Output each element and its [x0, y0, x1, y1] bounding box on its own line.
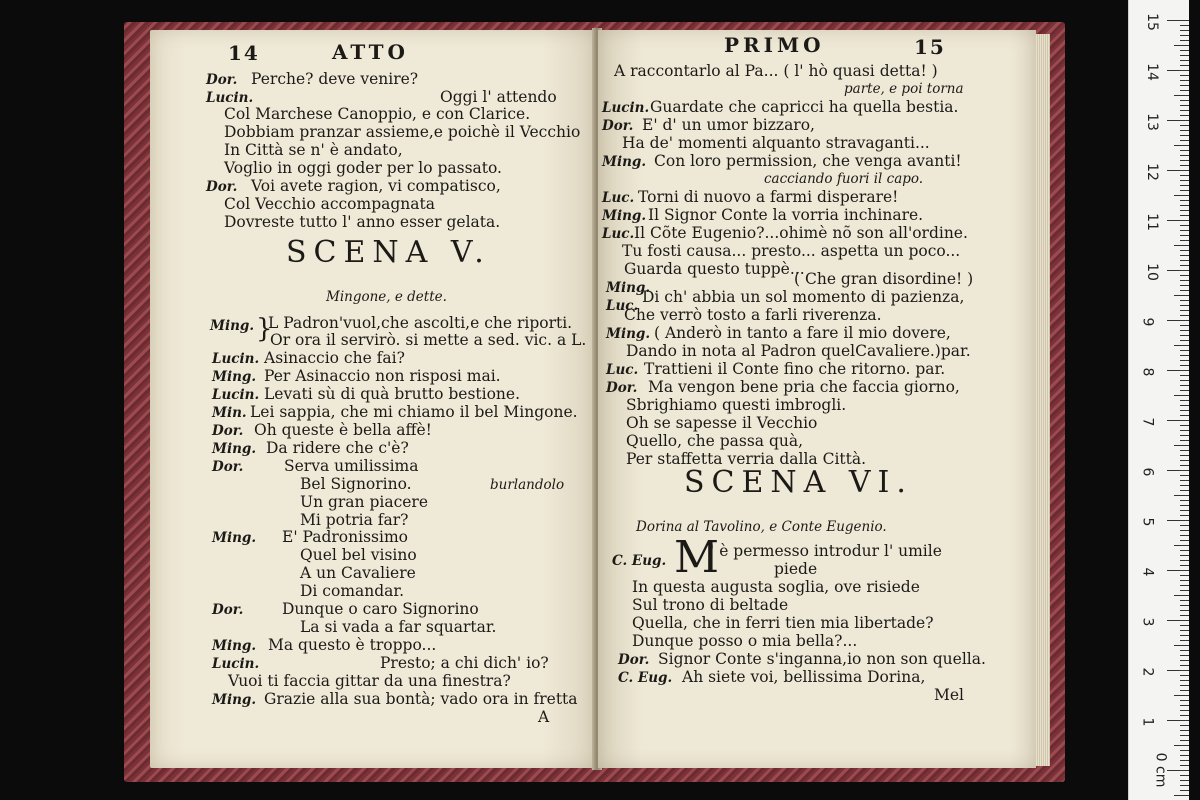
ruler-tick [1180, 710, 1189, 711]
running-title: PRIMO [724, 33, 825, 57]
ruler-tick [1180, 610, 1189, 611]
ruler-label: 5 [1139, 517, 1156, 527]
ruler-tick [1180, 110, 1189, 111]
ruler-tick [1180, 740, 1189, 741]
ruler-tick [1180, 290, 1189, 291]
ruler-tick [1180, 755, 1189, 756]
ruler-tick [1180, 315, 1189, 316]
ruler-tick [1180, 330, 1189, 331]
ruler-tick [1180, 400, 1189, 401]
ruler-tick [1180, 380, 1189, 381]
ruler-tick [1167, 170, 1189, 171]
verse-line: Oh queste è bella affè! [254, 421, 432, 439]
ruler-tick [1180, 210, 1189, 211]
ruler-tick [1180, 180, 1189, 181]
ruler-tick [1167, 220, 1189, 221]
speaker: C. Eug. [612, 553, 667, 569]
ruler-tick [1180, 505, 1189, 506]
verse-line: Presto; a chi dich' io? [380, 654, 549, 672]
verse-line: Quello, che passa quà, [626, 432, 804, 450]
ruler-tick [1180, 560, 1189, 561]
ruler-tick [1180, 190, 1189, 191]
ruler-tick [1180, 555, 1189, 556]
ruler-tick [1180, 525, 1189, 526]
verse-line: Torni di nuovo a farmi disperare! [638, 188, 899, 206]
ruler-tick [1180, 540, 1189, 541]
page-number: 14 [228, 41, 260, 65]
catchword: A [538, 708, 550, 726]
verse-line: Ma vengon bene pria che faccia giorno, [648, 378, 960, 396]
verse-line: A un Cavaliere [300, 564, 416, 582]
ruler-tick [1180, 675, 1189, 676]
ruler-tick [1174, 295, 1189, 296]
ruler-tick [1180, 700, 1189, 701]
speaker: Ming. [606, 326, 651, 342]
ruler-tick [1180, 765, 1189, 766]
ruler-tick [1167, 70, 1189, 71]
ruler-tick [1180, 685, 1189, 686]
ruler-tick [1180, 455, 1189, 456]
ruler-tick [1180, 680, 1189, 681]
speaker: Dor. [206, 72, 238, 88]
scene-persons: Mingone, e dette. [326, 289, 447, 305]
verse-line: Voglio in oggi goder per lo passato. [224, 159, 502, 177]
ruler-tick [1167, 720, 1189, 721]
verse-line: ' è permesso introdur l' umile [710, 542, 942, 560]
ruler-label: 0 cm [1152, 752, 1169, 788]
verse-line: Ha de' momenti alquanto stravaganti... [622, 134, 930, 152]
ruler-tick [1180, 390, 1189, 391]
ruler-tick [1180, 500, 1189, 501]
ruler-tick [1180, 615, 1189, 616]
speaker: Ming. [602, 154, 647, 170]
ruler-tick [1180, 265, 1189, 266]
ruler-label: 14 [1143, 63, 1160, 81]
ruler-tick [1180, 125, 1189, 126]
ruler-label: 11 [1143, 213, 1160, 231]
speaker: Luc. [602, 226, 635, 242]
ruler-tick [1180, 735, 1189, 736]
ruler-tick [1174, 645, 1189, 646]
ruler-tick [1180, 475, 1189, 476]
ruler-tick [1180, 440, 1189, 441]
ruler-tick [1180, 175, 1189, 176]
ruler-tick [1180, 230, 1189, 231]
verse-line: Il Signor Conte la vorria inchinare. [648, 206, 924, 224]
ruler-label: 8 [1139, 367, 1156, 377]
ruler-tick [1180, 260, 1189, 261]
verse-line: Vuoi ti faccia gittar da una finestra? [228, 672, 511, 690]
verse-line: Di ch' abbia un sol momento di pazienza, [642, 288, 965, 306]
verse-line: Grazie alla sua bontà; vado ora in fretta [264, 690, 578, 708]
ruler-label: 7 [1139, 417, 1156, 427]
ruler-tick [1180, 450, 1189, 451]
speaker: Ming. [212, 638, 257, 654]
ruler-tick [1180, 750, 1189, 751]
ruler-tick [1180, 100, 1189, 101]
ruler-label: 9 [1139, 317, 1156, 327]
ruler-tick [1180, 30, 1189, 31]
verse-line: ( Che gran disordine! ) [794, 270, 974, 288]
drop-cap: M [674, 532, 720, 583]
ruler-tick [1180, 80, 1189, 81]
ruler-tick [1167, 470, 1189, 471]
verse-line: In questa augusta soglia, ove risiede [632, 578, 920, 596]
verse-line: Con loro permission, che venga avanti! [654, 152, 962, 170]
verse-line: Col Vecchio accompagnata [224, 195, 435, 213]
verse-line: piede [774, 560, 818, 578]
ruler-tick [1180, 65, 1189, 66]
ruler-tick [1180, 200, 1189, 201]
ruler-label: 10 [1143, 263, 1160, 281]
ruler-tick [1180, 760, 1189, 761]
speaker: Ming. [212, 369, 257, 385]
ruler-tick [1174, 45, 1189, 46]
ruler-tick [1180, 600, 1189, 601]
ruler-tick [1180, 430, 1189, 431]
ruler-tick [1180, 635, 1189, 636]
ruler-tick [1167, 770, 1189, 771]
ruler-tick [1180, 460, 1189, 461]
ruler-tick [1180, 535, 1189, 536]
speaker: Ming. [212, 692, 257, 708]
ruler-tick [1167, 620, 1189, 621]
verse-line: Col Marchese Canoppio, e con Clarice. [224, 105, 531, 123]
verse-line: Perche? deve venire? [251, 70, 419, 88]
ruler-tick [1180, 255, 1189, 256]
verse-line: Ah siete voi, bellissima Dorina, [682, 668, 926, 686]
ruler-tick [1180, 85, 1189, 86]
speaker: Lucin. [206, 90, 254, 106]
verse-line: Asinaccio che fai? [264, 349, 405, 367]
ruler-tick [1180, 165, 1189, 166]
speaker: Luc. [606, 298, 639, 314]
speaker: Dor. [212, 459, 244, 475]
scene-title: SCENA V. [286, 235, 491, 270]
ruler-tick [1180, 310, 1189, 311]
ruler-tick [1167, 520, 1189, 521]
ruler-tick [1180, 135, 1189, 136]
verse-line: Guarda questo tuppè... [624, 260, 805, 278]
ruler-tick [1180, 155, 1189, 156]
ruler-tick [1180, 775, 1189, 776]
ruler-tick [1180, 185, 1189, 186]
ruler-label: 2 [1139, 667, 1156, 677]
verse-line: Mi potria far? [300, 511, 409, 529]
ruler-tick [1180, 130, 1189, 131]
ruler-tick [1180, 40, 1189, 41]
ruler-tick [1167, 570, 1189, 571]
speaker: Ming. [606, 280, 651, 296]
ruler-tick [1180, 115, 1189, 116]
ruler-tick [1167, 420, 1189, 421]
right-page [598, 30, 1036, 768]
verse-line: Signor Conte s'inganna,io non son quella. [658, 650, 986, 668]
verse-line: La si vada a far squartar. [300, 618, 497, 636]
speaker: Dor. [606, 380, 638, 396]
verse-line: Quel bel visino [300, 546, 417, 564]
speaker: Dor. [212, 423, 244, 439]
verse-line: Dobbiam pranzar assieme,e poichè il Vecchio [224, 123, 581, 141]
ruler-tick [1180, 655, 1189, 656]
ruler-tick [1180, 575, 1189, 576]
ruler-tick [1180, 660, 1189, 661]
ruler-tick [1180, 785, 1189, 786]
verse-line: Dunque o caro Signorino [282, 600, 479, 618]
ruler-tick [1174, 345, 1189, 346]
verse-line: Tu fosti causa... presto... aspetta un poco... [622, 242, 961, 260]
ruler-tick [1180, 150, 1189, 151]
ruler-tick [1180, 780, 1189, 781]
ruler-tick [1180, 510, 1189, 511]
running-title: ATTO [332, 40, 409, 64]
speaker: Ming. [212, 441, 257, 457]
verse-line: Per staffetta verria dalla Città. [626, 450, 867, 468]
ruler-tick [1180, 275, 1189, 276]
ruler-tick [1180, 335, 1189, 336]
ruler-tick [1174, 245, 1189, 246]
ruler-tick [1180, 285, 1189, 286]
ruler-tick [1180, 235, 1189, 236]
ruler-tick [1180, 75, 1189, 76]
ruler-tick [1180, 280, 1189, 281]
ruler-tick [1180, 715, 1189, 716]
ruler-tick [1180, 25, 1189, 26]
ruler-label: 15 [1143, 13, 1160, 31]
verse-line: Oggi l' attendo [440, 88, 557, 106]
ruler-tick [1174, 395, 1189, 396]
ruler-tick [1180, 485, 1189, 486]
speaker: Lucin. [212, 387, 260, 403]
verse-line: Trattieni il Conte fino che ritorno. par. [644, 360, 946, 378]
ruler-tick [1180, 705, 1189, 706]
ruler-tick [1180, 580, 1189, 581]
verse-line: In Città se n' è andato, [224, 141, 403, 159]
verse-line: Sbrighiamo questi imbrogli. [626, 396, 847, 414]
ruler-tick [1180, 650, 1189, 651]
ruler-tick [1174, 145, 1189, 146]
stage-direction: burlandolo [490, 477, 565, 493]
ruler-tick [1180, 625, 1189, 626]
ruler-tick [1180, 425, 1189, 426]
ruler-tick [1180, 225, 1189, 226]
verse-line: Sul trono di beltade [632, 596, 789, 614]
ruler-tick [1180, 35, 1189, 36]
ruler-tick [1180, 415, 1189, 416]
ruler-tick [1167, 20, 1189, 21]
speaker: C. Eug. [618, 670, 673, 686]
stage-direction: parte, e poi torna [844, 81, 964, 97]
ruler-tick [1180, 350, 1189, 351]
ruler-label: 3 [1139, 617, 1156, 627]
ruler-tick [1180, 215, 1189, 216]
ruler-tick [1180, 305, 1189, 306]
verse-line: ( Anderò in tanto a fare il mio dovere, [654, 324, 951, 342]
scene-persons: Dorina al Tavolino, e Conte Eugenio. [636, 519, 887, 535]
ruler-tick [1180, 730, 1189, 731]
ruler-tick [1180, 515, 1189, 516]
verse-line: Oh se sapesse il Vecchio [626, 414, 818, 432]
ruler-tick [1180, 590, 1189, 591]
ruler-tick [1180, 160, 1189, 161]
stage-direction: cacciando fuori il capo. [764, 171, 924, 187]
verse-line: E' Padronissimo [282, 528, 408, 546]
page-number: 15 [914, 35, 946, 59]
verse-line: Dando in nota al Padron quelCavaliere.)par. [626, 342, 971, 360]
verse-line: Lei sappia, che mi chiamo il bel Mingone. [250, 403, 578, 421]
ruler-tick [1180, 50, 1189, 51]
verse-line: Levati sù di quà brutto bestione. [264, 385, 520, 403]
ruler-tick [1180, 405, 1189, 406]
speaker: Dor. [212, 602, 244, 618]
verse-line: L Padron'vuol,che ascolti,e che riporti. [268, 314, 573, 332]
ruler-tick [1174, 195, 1189, 196]
ruler-tick [1180, 250, 1189, 251]
verse-line: Dovreste tutto l' anno esser gelata. [224, 213, 501, 231]
ruler-tick [1180, 550, 1189, 551]
ruler-tick [1180, 410, 1189, 411]
ruler-tick [1174, 695, 1189, 696]
ruler-tick [1180, 490, 1189, 491]
ruler-tick [1180, 60, 1189, 61]
ruler-tick [1180, 530, 1189, 531]
verse-line: Ma questo è troppo... [268, 636, 437, 654]
ruler-tick [1180, 140, 1189, 141]
ruler-tick [1180, 365, 1189, 366]
ruler-tick [1180, 385, 1189, 386]
speaker: Dor. [206, 179, 238, 195]
ruler-tick [1180, 435, 1189, 436]
speaker: Luc. [602, 190, 635, 206]
ruler-label: 13 [1143, 113, 1160, 131]
ruler-tick [1180, 325, 1189, 326]
ruler-tick [1180, 480, 1189, 481]
ruler-tick [1180, 465, 1189, 466]
ruler-tick [1180, 240, 1189, 241]
ruler-tick [1180, 630, 1189, 631]
scene-title: SCENA VI. [684, 465, 913, 500]
ruler-tick [1180, 585, 1189, 586]
verse-line: Serva umilissima [284, 457, 419, 475]
verse-line: Quella, che in ferri tien mia libertade? [632, 614, 934, 632]
ruler-tick [1180, 565, 1189, 566]
ruler-tick [1167, 370, 1189, 371]
catchword: Mel [934, 686, 965, 704]
ruler-tick [1180, 690, 1189, 691]
verse-line: Bel Signorino. [300, 475, 412, 493]
ruler-label: 6 [1139, 467, 1156, 477]
ruler-tick [1174, 495, 1189, 496]
ruler-tick [1180, 55, 1189, 56]
left-page [150, 30, 596, 768]
speaker: Lucin. [212, 351, 260, 367]
ruler-label: 12 [1143, 163, 1160, 181]
verse-line: Un gran piacere [300, 493, 429, 511]
ruler-tick [1180, 105, 1189, 106]
verse-line: A raccontarlo al Pa... ( l' hò quasi detta! ) [614, 62, 938, 80]
verse-line: Per Asinaccio non risposi mai. [264, 367, 501, 385]
page-edges [1036, 34, 1050, 766]
verse-line: E' d' un umor bizzaro, [642, 116, 815, 134]
ruler-tick [1174, 545, 1189, 546]
measuring-ruler [1128, 0, 1189, 800]
speaker: Ming. [602, 208, 647, 224]
bracket: } [256, 314, 273, 344]
ruler-tick [1167, 120, 1189, 121]
ruler-label: 1 [1139, 717, 1156, 727]
ruler-tick [1174, 95, 1189, 96]
ruler-tick [1174, 445, 1189, 446]
verse-line: Dunque posso o mia bella?... [632, 632, 858, 650]
ruler-tick [1180, 360, 1189, 361]
ruler-tick [1174, 595, 1189, 596]
ruler-tick [1167, 320, 1189, 321]
speaker: Min. [212, 405, 247, 421]
ruler-tick [1174, 745, 1189, 746]
ruler-tick [1180, 340, 1189, 341]
verse-line: Voi avete ragion, vi compatisco, [251, 177, 501, 195]
ruler-tick [1180, 725, 1189, 726]
verse-line: Guardate che capricci ha quella bestia. [650, 98, 959, 116]
ruler-tick [1180, 605, 1189, 606]
ruler-tick [1180, 205, 1189, 206]
ruler-tick [1180, 665, 1189, 666]
ruler-tick [1180, 790, 1189, 791]
verse-line: Di comandar. [300, 582, 405, 600]
ruler-tick [1180, 355, 1189, 356]
ruler-tick [1180, 375, 1189, 376]
verse-line: Che verrò tosto a farli riverenza. [624, 306, 882, 324]
ruler-tick [1180, 300, 1189, 301]
speaker: Luc. [606, 362, 639, 378]
speaker: Lucin. [602, 100, 650, 116]
speaker: Dor. [618, 652, 650, 668]
speaker: Ming. [210, 318, 255, 334]
ruler-tick [1167, 270, 1189, 271]
ruler-tick [1174, 795, 1189, 796]
speaker: Dor. [602, 118, 634, 134]
ruler-tick [1180, 640, 1189, 641]
verse-line: Il Cõte Eugenio?...ohimè nõ son all'ordine. [634, 224, 968, 242]
ruler-label: 4 [1139, 567, 1156, 577]
speaker: Lucin. [212, 656, 260, 672]
verse-line: Or ora il servirò. si mette a sed. vic. a L. [270, 331, 587, 349]
verse-line: Da ridere che c'è? [266, 439, 409, 457]
ruler-tick [1180, 90, 1189, 91]
ruler-tick [1167, 670, 1189, 671]
speaker: Ming. [212, 530, 257, 546]
